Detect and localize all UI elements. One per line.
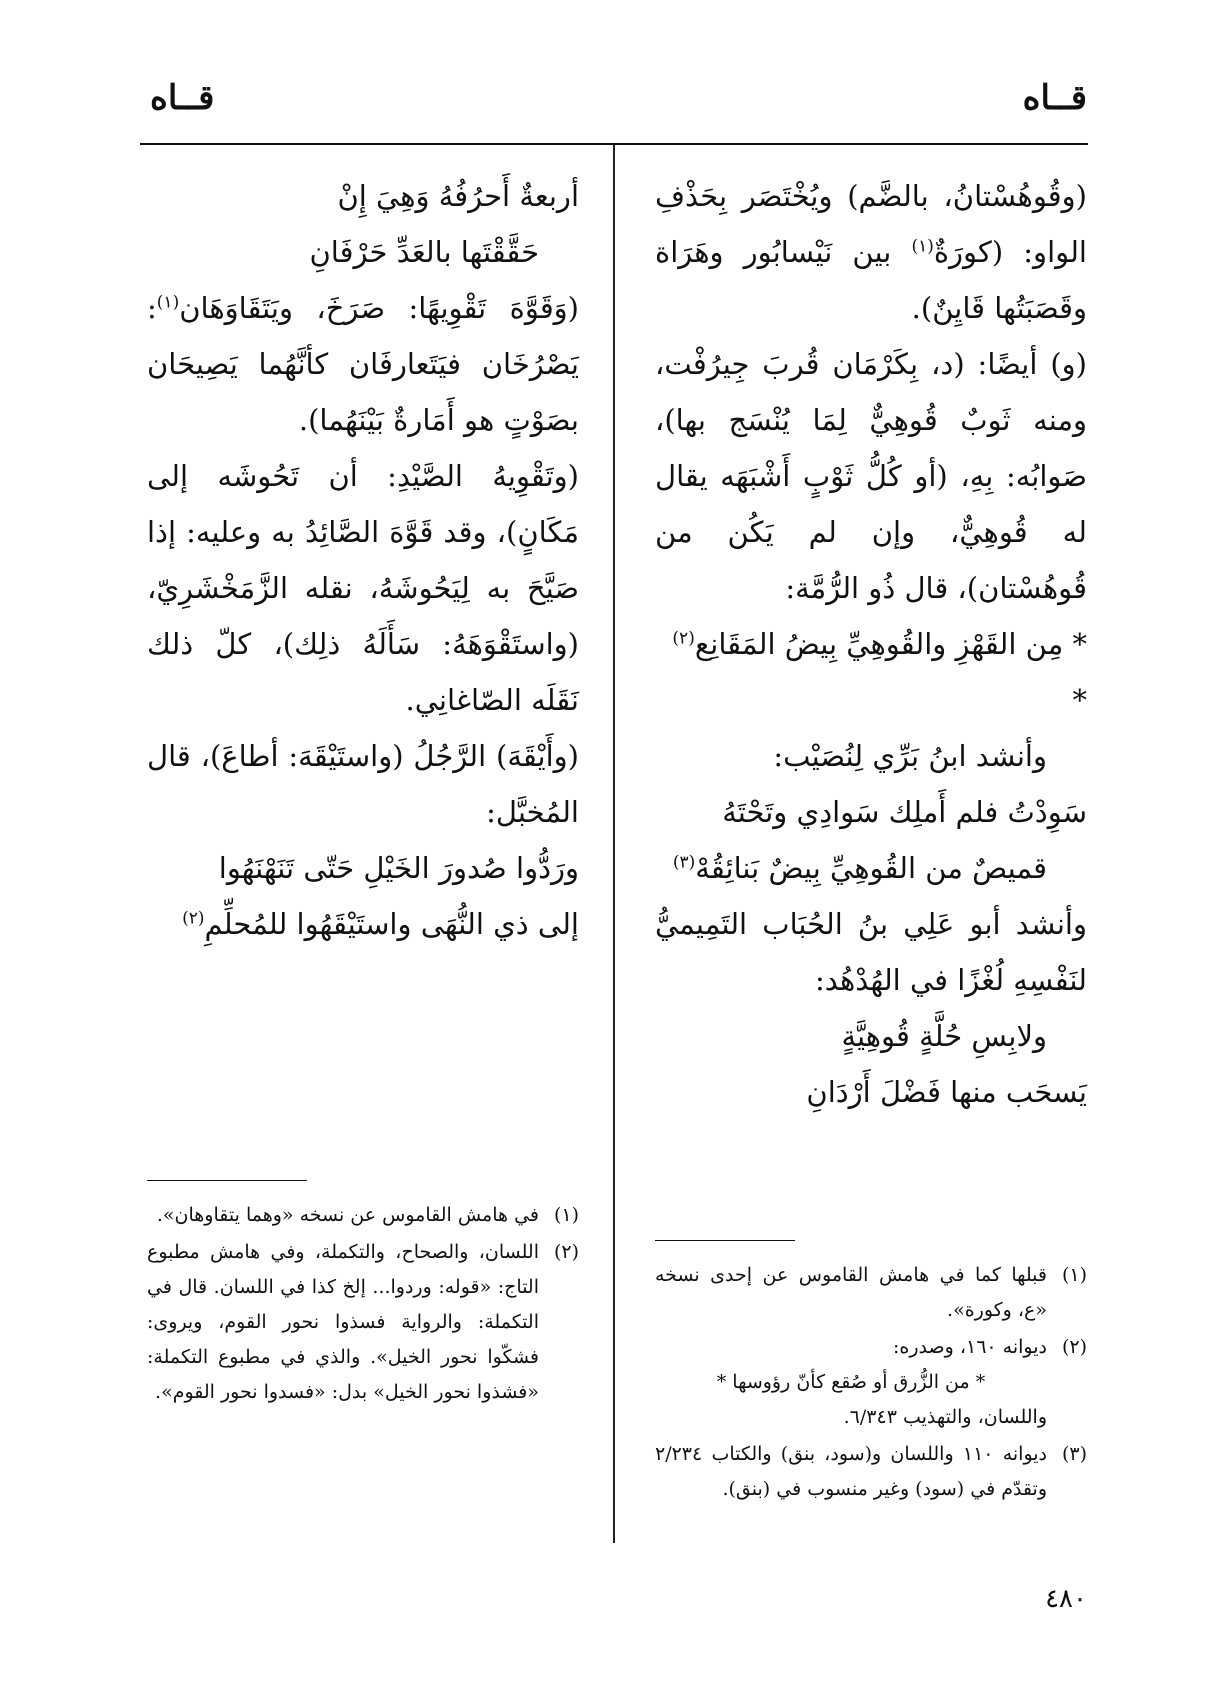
running-header-left: قــاه	[150, 78, 215, 118]
text-span: بين نَيْسابُور وهَرَاة وقَصَبَتُها قَايِنٌ).	[655, 235, 1087, 325]
left-column	[147, 168, 579, 952]
right-column	[655, 168, 1087, 1120]
left-paragraph-2: (وتَقْوِيهُ الصَّيْدِ: أن تَحُوشَه إلى مَكَانٍ)، وقد قَوَّهَ الصَّائِدُ به وعليه: إذا صَيَّحَ به لِيَحُوشَهُ، نقله الزَّمَخْشَرِيّ، (واستَقْوَهَهُ: سَأَلَهُ ذلِك)، كلّ ذلك نَقَلَه الصّاغانِي.	[147, 459, 579, 717]
footnote-text: ديوانه ١٦٠، وصدره:	[893, 1336, 1047, 1358]
column-divider	[613, 145, 615, 1543]
left-verse-1a: أربعةٌ أَحرُفُهُ وَهِيَ إِنْ	[337, 179, 579, 213]
running-header-right: قــاه	[1022, 78, 1087, 118]
footnote-number: (٣)	[1061, 1443, 1087, 1465]
text-span: (وَقَوَّهَ تَقْوِيهًا: صَرَخَ، ويَتَقَاوَهَان	[179, 291, 579, 325]
footnote-ref: (١)	[156, 292, 180, 313]
footnote-item	[655, 1437, 1087, 1507]
right-paragraph-4: وأنشد أبو عَلِي بنُ الحُبَاب التَمِيميُّ لنَفْسِهِ لُغْزًا في الهُدْهُد:	[655, 907, 1087, 997]
footnote-item	[655, 1258, 1087, 1328]
footnotes-right	[655, 1258, 1087, 1509]
footnote-text: في هامش القاموس عن نسخه «وهما يتقاوهان».	[156, 1204, 539, 1226]
text-span: (وقُوهُسْتانُ، بالضَّم) ويُخْتَصَر بِحَذْفِ الواو: (كورَةٌ	[655, 179, 1087, 269]
footnote-item	[147, 1198, 579, 1233]
footnote-text: قبلها كما في هامش القاموس عن إحدى نسخه «ع، وكورة».	[655, 1264, 1047, 1321]
footnote-text: ديوانه ١١٠ واللسان و(سود، بنق) والكتاب ٢/٢٣٤ وتقدّم في (سود) وغير منسوب في (بنق).	[655, 1443, 1048, 1500]
footnote-text: واللسان، والتهذيب ٦/٣٤٣.	[843, 1406, 1047, 1428]
left-verse-1b: حَقَّقْتَها بالعَدِّ حَرْفَانِ	[309, 235, 539, 269]
left-paragraph-3: (وأَيْقَهَ) الرَّجُلُ (واستَيْقَهَ: أطاعَ)، قال المُخبَّل:	[147, 739, 579, 829]
left-verse-2a: ورَدُّوا صُدورَ الخَيْلِ حَتّى تَنَهْنَهُوا	[218, 851, 579, 885]
right-verse-1	[655, 616, 1087, 728]
text-span: : يَصْرُخَان فيَتَعارفَان كأنَّهُما يَصِيحَان بصَوْتٍ هو أَمَارةٌ بَيْنَهُما).	[147, 291, 579, 437]
footnote-ref: (٣)	[672, 852, 696, 873]
footnote-number: (١)	[553, 1204, 579, 1226]
footnote-ref: (٢)	[672, 628, 695, 649]
right-verse-2a: سَوِدْتُ فلم أَملِك سَوادِي وتَحْتَهُ	[722, 795, 1087, 829]
right-paragraph-1	[655, 168, 1087, 336]
right-verse-3b: يَسحَب منها فَضْلَ أَرْدَانِ	[806, 1075, 1087, 1109]
footnote-number: (٢)	[1061, 1336, 1087, 1358]
right-verse-3a: ولابِسِ حُلَّةٍ قُوهِيَّةٍ	[841, 1019, 1047, 1053]
footnote-number: (١)	[1061, 1264, 1087, 1286]
footnote-ref: (٢)	[182, 908, 205, 929]
verse-text: *	[1072, 683, 1087, 717]
page-number: ٤٨٠	[1045, 1584, 1087, 1614]
right-paragraph-2: (و) أيضًا: (د، بِكَرْمَان قُربَ جِيرُفْت، ومنه ثَوبٌ قُوهِيٌّ لِمَا يُنْسَج بها)، صَوابُه: بِهِ، (أو كُلُّ ثَوْبٍ أَشْبَهَه يقال له قُوهِيٌّ، وإن لم يَكُن من قُوهُسْتان)، قال ذُو الرُّمَّة:	[655, 347, 1087, 605]
footnote-body	[655, 1330, 1047, 1435]
footnotes-left	[147, 1198, 579, 1412]
footnote-item	[147, 1235, 579, 1410]
footnote-number: (٢)	[553, 1241, 579, 1263]
right-verse-2b	[655, 840, 1087, 896]
left-verse-2b	[147, 896, 579, 952]
footnote-ref: (١)	[911, 236, 934, 257]
verse-text: قميصٌ من القُوهِيِّ بِيضٌ بَنائِقُهْ	[695, 851, 1047, 885]
left-paragraph-1	[147, 280, 579, 448]
footnote-item	[655, 1330, 1087, 1435]
footnote-text: اللسان، والصحاح، والتكملة، وفي هامش مطبوع التاج: «قوله: وردوا... إلخ كذا في اللسان. قال في التكملة: والرواية فسذوا نحور القوم، ويروى: فشكّوا نحور الخيل». والذي في مطبوع التكملة: «فشذوا نحور الخيل» بدل: «فسدوا نحور القوم».	[147, 1241, 539, 1403]
right-paragraph-3: وأنشد ابنُ بَرِّي لِنُصَيْب:	[773, 739, 1047, 773]
verse-text: إلى ذي النُّهَى واستَيْقَهُوا للمُحلِّمِ	[204, 907, 579, 941]
footnote-verse: * من الزُّرق أو صُقع كأنّ رؤوسها *	[716, 1371, 986, 1393]
verse-text: * مِن القَهْزِ والقُوهِيِّ بِيضُ المَقَانِع	[694, 627, 1087, 661]
